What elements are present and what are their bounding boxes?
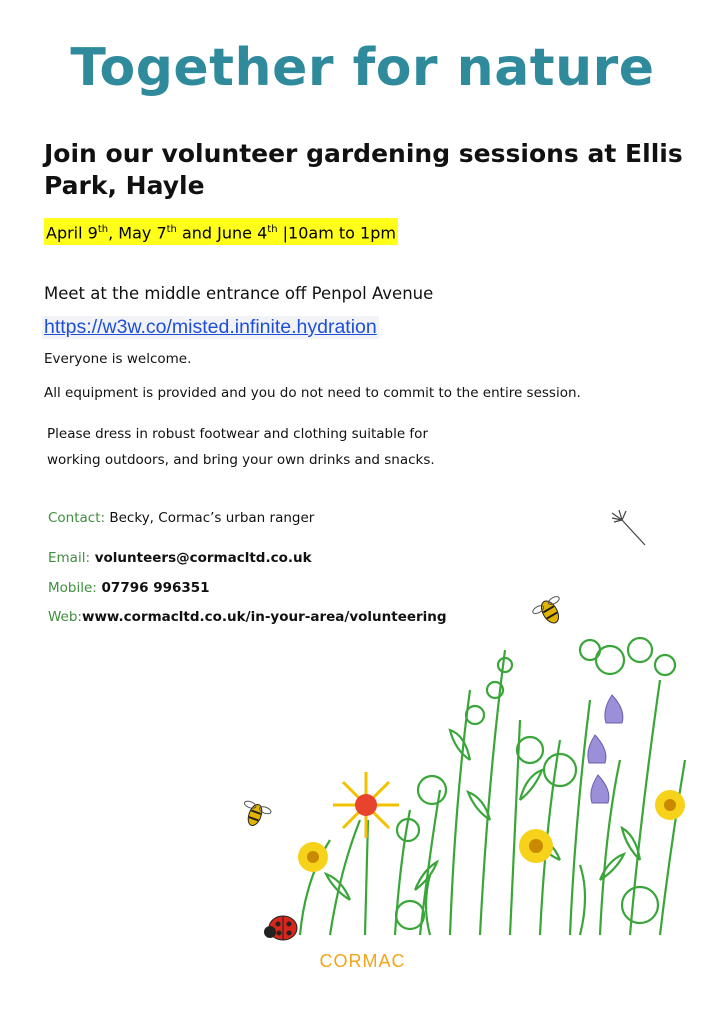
welcome-text: Everyone is welcome. (44, 351, 192, 367)
web-label: Web: (48, 609, 82, 625)
mobile-label: Mobile: (48, 580, 97, 596)
bluebell-icon (588, 695, 623, 803)
cormac-logo: CORMAC (319, 951, 406, 971)
bee-icon (238, 800, 272, 830)
what3words-link[interactable]: https://w3w.co/misted.infinite.hydration (44, 316, 377, 338)
subtitle: Join our volunteer gardening sessions at Ellis Park, Hayle (44, 139, 683, 200)
contact-value: Becky, Cormac’s urban ranger (105, 510, 315, 526)
foliage-icon (300, 638, 685, 935)
date-2-suffix: th (166, 224, 177, 235)
page-title: Together for nature (70, 38, 655, 98)
date-1-suffix: th (97, 224, 109, 235)
ladybird-icon (264, 916, 297, 940)
dandelion-seed-icon (612, 510, 645, 545)
mobile-value: 07796 996351 (96, 580, 210, 596)
email-label: Email: (48, 550, 91, 566)
date-2: , May 7 (108, 223, 167, 243)
date-1: April 9 (46, 223, 98, 243)
bee-icon (531, 594, 569, 630)
web-value[interactable]: www.cormacltd.co.uk/in-your-area/volunteering (81, 609, 447, 625)
red-flower-icon (333, 772, 399, 838)
contact-label: Contact: (48, 510, 106, 526)
meeting-point: Meet at the middle entrance off Penpol Avenue (44, 284, 434, 303)
equipment-text: All equipment is provided and you do not need to commit to the entire session. (44, 385, 581, 401)
session-time: |10am to 1pm (277, 223, 396, 243)
dress-text: Please dress in robust footwear and clothing suitable for working outdoors, and bring your own drinks and snacks. (47, 426, 435, 468)
date-3-suffix: th (267, 224, 278, 235)
date-3: and June 4 (176, 223, 268, 243)
email-value[interactable]: volunteers@cormacltd.co.uk (90, 550, 312, 566)
